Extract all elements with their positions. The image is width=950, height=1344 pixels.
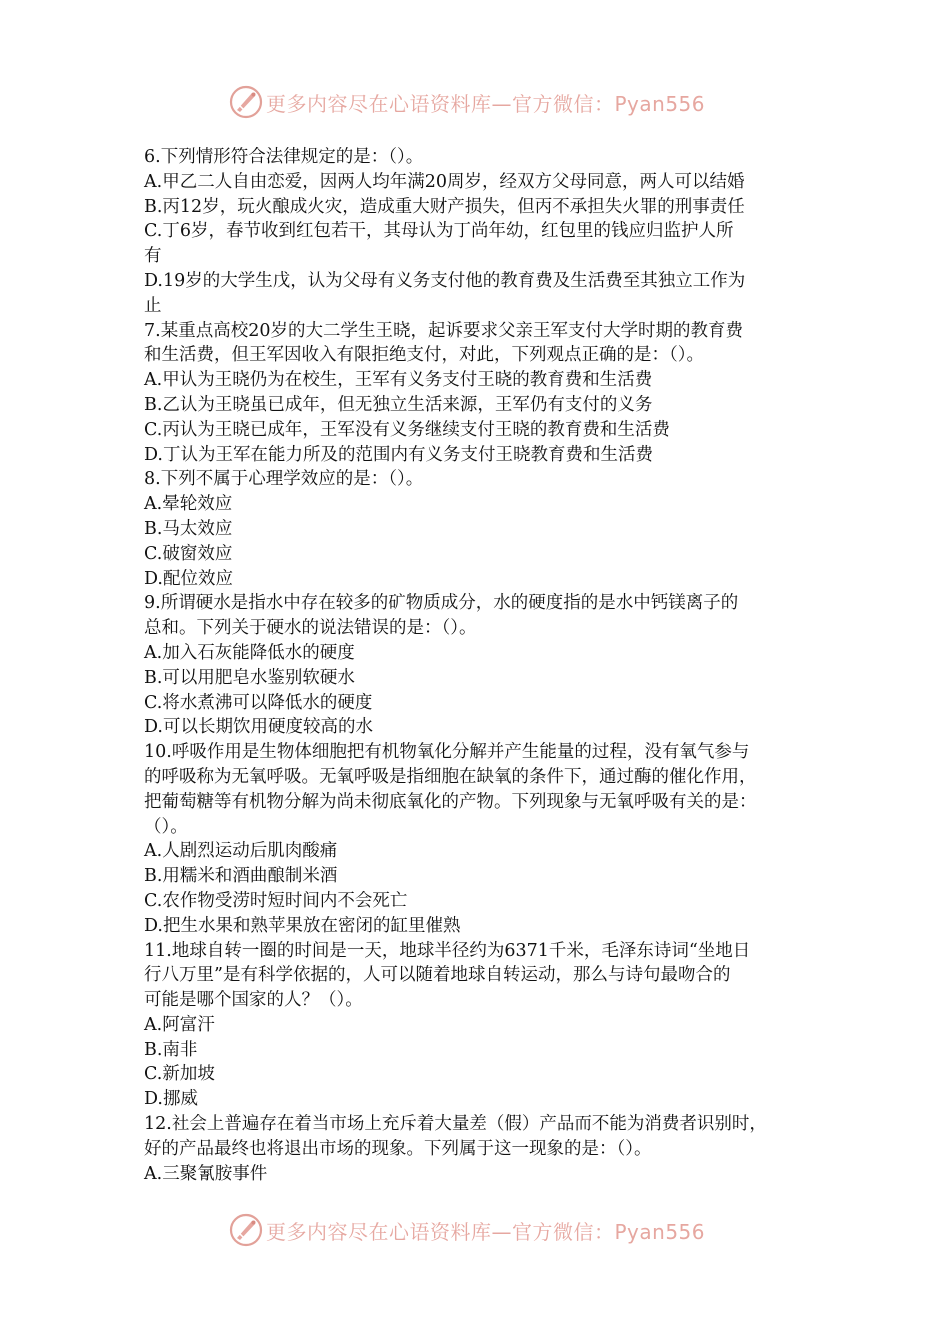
- quill-logo-icon: [228, 84, 264, 120]
- text-line: 行八万里”是有科学依据的，人可以随着地球自转运动，那么与诗句最吻合的: [144, 965, 731, 986]
- text-line: B.马太效应: [144, 518, 233, 539]
- question-text-block: [144, 145, 816, 1186]
- text-line: D.配位效应: [144, 568, 233, 589]
- text-line: B.可以用肥皂水鉴别软硬水: [144, 667, 355, 688]
- text-line: （）。: [144, 816, 188, 837]
- text-line: C.将水煮沸可以降低水的硬度: [144, 692, 373, 713]
- watermark-text: 更多内容尽在心语资料库—官方微信：Pyan556: [266, 91, 706, 116]
- text-line: 12.社会上普遍存在着当市场上充斥着大量差（假）产品而不能为消费者识别时，: [144, 1114, 767, 1135]
- text-line: D.丁认为王军在能力所及的范围内有义务支付王晓教育费和生活费: [144, 444, 653, 465]
- text-line: A.三聚氰胺事件: [144, 1163, 268, 1184]
- text-line: 8.下列不属于心理学效应的是：（）。: [144, 469, 424, 490]
- text-line: B.用糯米和酒曲酿制米酒: [144, 866, 338, 887]
- text-line: B.乙认为王晓虽已成年，但无独立生活来源，王军仍有支付的义务: [144, 394, 653, 415]
- quill-logo-icon: [228, 1212, 264, 1248]
- text-line: A.加入石灰能降低水的硬度: [144, 642, 355, 663]
- text-line: 10.呼吸作用是生物体细胞把有机物氧化分解并产生能量的过程，没有氧气参与: [144, 742, 750, 763]
- watermark-text: 更多内容尽在心语资料库—官方微信：Pyan556: [266, 1219, 706, 1244]
- text-line: D.挪威: [144, 1089, 198, 1110]
- text-line: C.破窗效应: [144, 543, 233, 564]
- text-line: C.农作物受涝时短时间内不会死亡: [144, 890, 408, 911]
- watermark-banner-bottom: [228, 1210, 728, 1250]
- text-line: A.人剧烈运动后肌肉酸痛: [144, 841, 338, 862]
- text-line: 有: [144, 246, 162, 267]
- text-line: A.甲乙二人自由恋爱，因两人均年满20周岁，经双方父母同意，两人可以结婚: [144, 171, 745, 192]
- text-line: B.南非: [144, 1039, 198, 1060]
- text-line: 6.下列情形符合法律规定的是：（）。: [144, 147, 424, 167]
- text-line: 的呼吸称为无氧呼吸。无氧呼吸是指细胞在缺氧的条件下，通过酶的催化作用，: [144, 766, 757, 787]
- text-line: A.甲认为王晓仍为在校生，王军有义务支付王晓的教育费和生活费: [144, 370, 653, 391]
- text-line: D.19岁的大学生戊，认为父母有义务支付他的教育费及生活费至其独立工作为: [144, 270, 746, 291]
- text-line: A.晕轮效应: [144, 494, 233, 515]
- text-line: C.丁6岁，春节收到红包若干，其母认为丁尚年幼，红包里的钱应归监护人所: [144, 221, 734, 242]
- text-line: 把葡萄糖等有机物分解为尚未彻底氧化的产物。下列现象与无氧呼吸有关的是：: [144, 791, 757, 812]
- text-line: 9.所谓硬水是指水中存在较多的矿物质成分，水的硬度指的是水中钙镁离子的: [144, 593, 739, 614]
- text-line: D.可以长期饮用硬度较高的水: [144, 717, 373, 738]
- text-line: C.新加坡: [144, 1064, 215, 1085]
- text-line: 11.地球自转一圈的时间是一天，地球半径约为6371千米，毛泽东诗词“坐地日: [144, 940, 751, 961]
- text-line: 止: [144, 295, 162, 316]
- text-line: 总和。下列关于硬水的说法错误的是：（）。: [144, 618, 477, 639]
- text-line: 7.某重点高校20岁的大二学生王晓，起诉要求父亲王军支付大学时期的教育费: [144, 320, 743, 341]
- text-line: 可能是哪个国家的人？（）。: [144, 990, 363, 1011]
- text-line: D.把生水果和熟苹果放在密闭的缸里催熟: [144, 915, 461, 936]
- text-line: 好的产品最终也将退出市场的现象。下列属于这一现象的是：（）。: [144, 1138, 652, 1159]
- text-line: B.丙12岁，玩火酿成火灾，造成重大财产损失，但丙不承担失火罪的刑事责任: [144, 196, 745, 217]
- watermark-banner-top: [228, 82, 728, 122]
- text-line: 和生活费，但王军因收入有限拒绝支付，对此，下列观点正确的是：（）。: [144, 345, 704, 366]
- text-line: A.阿富汗: [144, 1014, 215, 1035]
- text-line: C.丙认为王晓已成年，王军没有义务继续支付王晓的教育费和生活费: [144, 419, 670, 440]
